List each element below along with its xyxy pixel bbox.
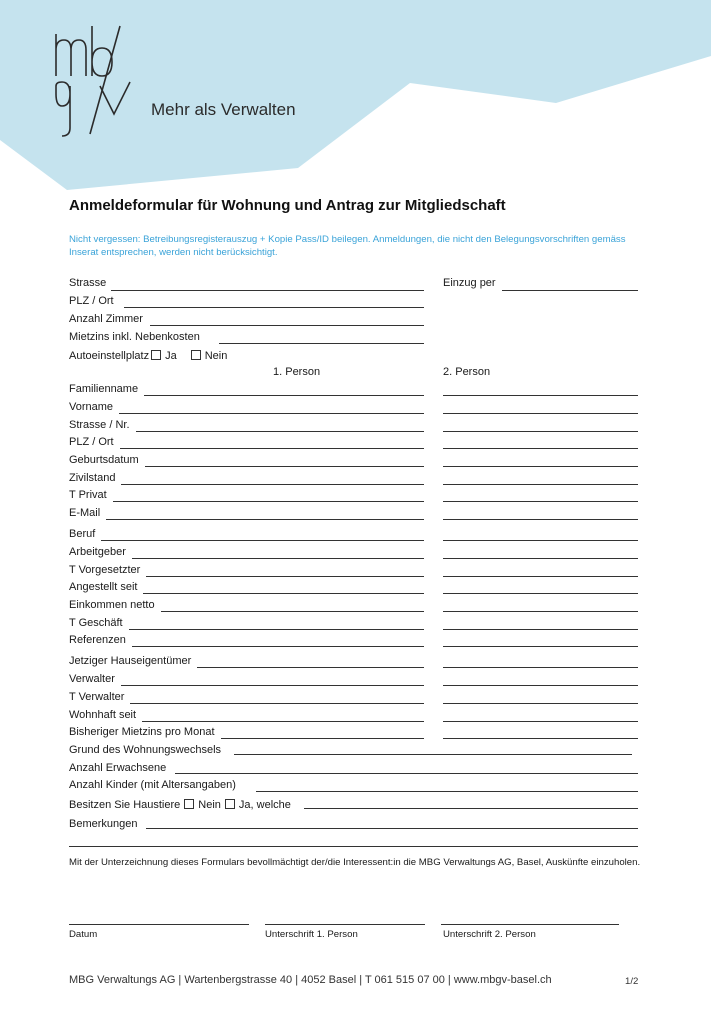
parking-yes-label: Ja: [165, 350, 177, 362]
parking-label: Autoeinstellplatz: [69, 350, 150, 362]
signature-person2-label: Unterschrift 2. Person: [443, 929, 536, 940]
person-field-label: Referenzen: [69, 634, 126, 646]
signature-person2-field[interactable]: [441, 924, 619, 925]
notice-text: Nicht vergessen: Betreibungsregisterauszug + Kopie Pass/ID beilegen. Anmeldungen, die nicht den Belegungsvorschriften gemäss Inserat entsprechen, werden nicht berücksichtigt.: [69, 234, 626, 258]
person2-field[interactable]: [443, 576, 638, 577]
person1-field[interactable]: [121, 484, 424, 485]
person2-column-header: 2. Person: [443, 366, 491, 378]
person2-field[interactable]: [443, 540, 638, 541]
person-field-label: Strasse / Nr.: [69, 419, 130, 431]
person2-field[interactable]: [443, 646, 638, 647]
person1-field[interactable]: [161, 611, 424, 612]
person2-field[interactable]: [443, 558, 638, 559]
person1-field[interactable]: [146, 576, 424, 577]
bemerkungen-label: Bemerkungen: [69, 818, 138, 830]
strasse-field[interactable]: [111, 290, 424, 291]
person1-field[interactable]: [129, 629, 424, 630]
haustiere-field[interactable]: [304, 808, 638, 809]
person1-field[interactable]: [121, 685, 424, 686]
haustiere-label: Besitzen Sie Haustiere: [69, 799, 181, 811]
parking-no-label: Nein: [204, 350, 228, 362]
person-field-label: Vorname: [69, 401, 114, 413]
form-title: Anmeldeformular für Wohnung und Antrag zur Mitgliedschaft: [69, 197, 506, 214]
haustiere-no-label: Nein: [198, 799, 221, 811]
person2-field[interactable]: [443, 413, 638, 414]
erwachsene-label: Anzahl Erwachsene: [69, 762, 167, 774]
einzug-field[interactable]: [502, 290, 638, 291]
person-field-label: Bisheriger Mietzins pro Monat: [69, 726, 215, 738]
person1-field[interactable]: [197, 667, 424, 668]
parking-row: [69, 350, 227, 362]
person-field-label: T Vorgesetzter: [69, 564, 141, 576]
person2-field[interactable]: [443, 448, 638, 449]
signature-person1-field[interactable]: [265, 924, 425, 925]
person1-field[interactable]: [142, 721, 424, 722]
mietzins-label: Mietzins inkl. Nebenkosten: [69, 331, 200, 343]
person1-field[interactable]: [144, 395, 424, 396]
person1-field[interactable]: [106, 519, 424, 520]
mbgv-logo: [50, 24, 140, 144]
signature-person1-label: Unterschrift 1. Person: [265, 929, 358, 940]
person1-field[interactable]: [136, 431, 424, 432]
person-field-label: T Geschäft: [69, 617, 123, 629]
datum-label: Datum: [69, 929, 98, 940]
grund-field[interactable]: [234, 754, 632, 755]
person-field-label: Familienname: [69, 383, 139, 395]
datum-field[interactable]: [69, 924, 249, 925]
strasse-label: Strasse: [69, 277, 107, 289]
person1-field[interactable]: [221, 738, 424, 739]
person2-field[interactable]: [443, 738, 638, 739]
haustiere-yes-label: Ja, welche: [238, 799, 291, 811]
person1-field[interactable]: [132, 646, 424, 647]
footer-address: MBG Verwaltungs AG | Wartenbergstrasse 40 | 4052 Basel | T 061 515 07 00 | www.mbgv-basel.ch: [69, 974, 552, 986]
person2-field[interactable]: [443, 466, 638, 467]
person2-field[interactable]: [443, 501, 638, 502]
person-field-label: Arbeitgeber: [69, 546, 126, 558]
tagline: Mehr als Verwalten: [151, 100, 296, 119]
person-field-label: Einkommen netto: [69, 599, 155, 611]
person2-field[interactable]: [443, 519, 638, 520]
person2-field[interactable]: [443, 667, 638, 668]
erwachsene-field[interactable]: [175, 773, 638, 774]
person-field-label: Verwalter: [69, 673, 115, 685]
mietzins-field[interactable]: [219, 343, 424, 344]
plz-ort-label: PLZ / Ort: [69, 295, 114, 307]
person2-field[interactable]: [443, 611, 638, 612]
person-field-label: Beruf: [69, 528, 96, 540]
person2-field[interactable]: [443, 431, 638, 432]
person1-field[interactable]: [119, 413, 424, 414]
person-field-label: Zivilstand: [69, 472, 116, 484]
person-field-label: E-Mail: [69, 507, 101, 519]
consent-text: Mit der Unterzeichnung dieses Formulars bevollmächtigt der/die Interessent:in die MBG Verwaltungs AG, Basel, Auskünfte einzuholen.: [69, 857, 641, 868]
kinder-label: Anzahl Kinder (mit Altersangaben): [69, 779, 236, 791]
plz-ort-field[interactable]: [124, 307, 424, 308]
person1-field[interactable]: [113, 501, 424, 502]
person1-field[interactable]: [101, 540, 424, 541]
person-field-label: PLZ / Ort: [69, 436, 114, 448]
person1-field[interactable]: [132, 558, 424, 559]
person1-field[interactable]: [120, 448, 424, 449]
person-field-label: Geburtsdatum: [69, 454, 139, 466]
bemerkungen-field[interactable]: [146, 828, 638, 829]
person1-field[interactable]: [145, 466, 424, 467]
person2-field[interactable]: [443, 685, 638, 686]
person-field-label: Wohnhaft seit: [69, 709, 137, 721]
person2-field[interactable]: [443, 703, 638, 704]
page-number: 1/2: [625, 976, 639, 987]
person1-column-header: 1. Person: [273, 366, 321, 378]
kinder-field[interactable]: [256, 791, 638, 792]
einzug-label: Einzug per: [443, 277, 496, 289]
parking-yes-checkbox[interactable]: [151, 350, 161, 360]
person-field-label: T Privat: [69, 489, 107, 501]
person-field-label: T Verwalter: [69, 691, 125, 703]
haustiere-row: [69, 799, 291, 811]
person-field-label: Jetziger Hauseigentümer: [69, 655, 192, 667]
anzahl-zimmer-label: Anzahl Zimmer: [69, 313, 143, 325]
anzahl-zimmer-field[interactable]: [150, 325, 424, 326]
grund-label: Grund des Wohnungswechsels: [69, 744, 222, 756]
person2-field[interactable]: [443, 593, 638, 594]
person2-field[interactable]: [443, 395, 638, 396]
person-field-label: Angestellt seit: [69, 581, 138, 593]
haustiere-no-checkbox[interactable]: [184, 799, 194, 809]
person2-field[interactable]: [443, 629, 638, 630]
person2-field[interactable]: [443, 721, 638, 722]
haustiere-yes-checkbox[interactable]: [225, 799, 235, 809]
person2-field[interactable]: [443, 484, 638, 485]
bemerkungen-field-line2[interactable]: [69, 846, 638, 847]
person1-field[interactable]: [143, 593, 424, 594]
person1-field[interactable]: [130, 703, 424, 704]
parking-no-checkbox[interactable]: [191, 350, 201, 360]
